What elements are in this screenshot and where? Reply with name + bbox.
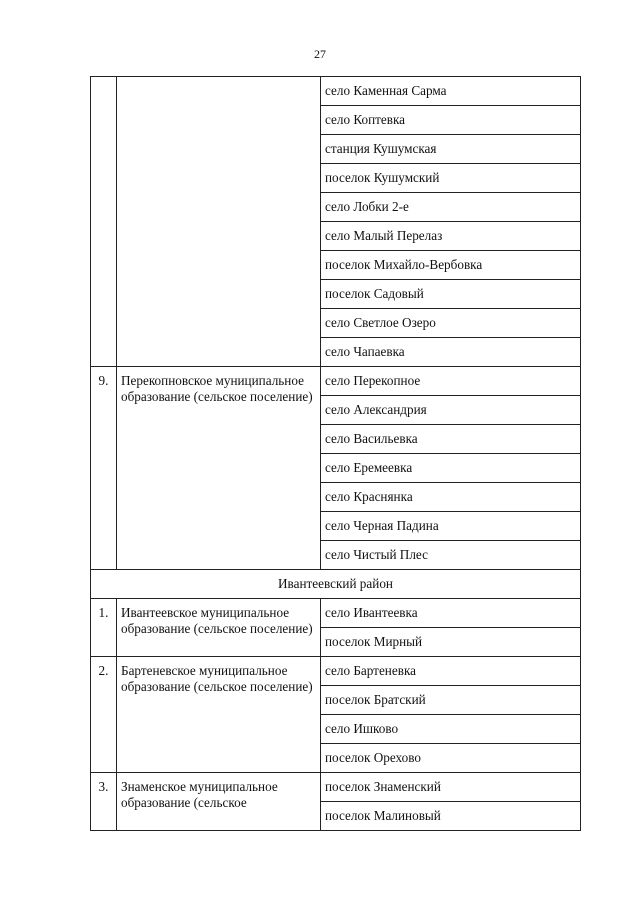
locality-cell: поселок Мирный bbox=[321, 628, 581, 657]
row-number-cell bbox=[91, 77, 117, 367]
page-number: 27 bbox=[314, 47, 326, 61]
locality-cell: поселок Орехово bbox=[321, 744, 581, 773]
locality-cell: поселок Знаменский bbox=[321, 773, 581, 802]
row-number-cell: 1. bbox=[91, 599, 117, 657]
locality-cell: село Ишково bbox=[321, 715, 581, 744]
locality-cell: село Чапаевка bbox=[321, 338, 581, 367]
locality-cell: станция Кушумская bbox=[321, 135, 581, 164]
locality-cell: поселок Михайло-Вербовка bbox=[321, 251, 581, 280]
locality-cell: село Бартеневка bbox=[321, 657, 581, 686]
formation-name-cell: Перекопновское муниципальное образование (сельское поселение) bbox=[117, 367, 321, 570]
formation-name-cell: Ивантеевское муниципальное образование (сельское поселение) bbox=[117, 599, 321, 657]
locality-cell: село Черная Падина bbox=[321, 512, 581, 541]
locality-cell: село Ивантеевка bbox=[321, 599, 581, 628]
locality-cell: село Еремеевка bbox=[321, 454, 581, 483]
table-row bbox=[91, 657, 581, 686]
locality-cell: село Александрия bbox=[321, 396, 581, 425]
locality-cell: село Коптевка bbox=[321, 106, 581, 135]
locality-cell: село Лобки 2-е bbox=[321, 193, 581, 222]
municipal-formations-table bbox=[90, 76, 581, 831]
locality-cell: село Светлое Озеро bbox=[321, 309, 581, 338]
locality-cell: село Каменная Сарма bbox=[321, 77, 581, 106]
locality-cell: поселок Малиновый bbox=[321, 802, 581, 831]
formation-name-cell: Знаменское муниципальное образование (сельское bbox=[117, 773, 321, 831]
row-number-cell: 3. bbox=[91, 773, 117, 831]
formation-name-cell: Бартеневское муниципальное образование (сельское поселение) bbox=[117, 657, 321, 773]
table-row bbox=[91, 773, 581, 802]
locality-cell: село Васильевка bbox=[321, 425, 581, 454]
table-row bbox=[91, 570, 581, 599]
row-number-cell: 9. bbox=[91, 367, 117, 570]
district-heading: Ивантеевский район bbox=[91, 570, 581, 599]
table-row bbox=[91, 77, 581, 106]
table-row bbox=[91, 367, 581, 396]
locality-cell: село Малый Перелаз bbox=[321, 222, 581, 251]
locality-cell: поселок Братский bbox=[321, 686, 581, 715]
locality-cell: поселок Садовый bbox=[321, 280, 581, 309]
row-number-cell: 2. bbox=[91, 657, 117, 773]
locality-cell: поселок Кушумский bbox=[321, 164, 581, 193]
formation-name-cell bbox=[117, 77, 321, 367]
locality-cell: село Чистый Плес bbox=[321, 541, 581, 570]
locality-cell: село Перекопное bbox=[321, 367, 581, 396]
table-row bbox=[91, 599, 581, 628]
locality-cell: село Краснянка bbox=[321, 483, 581, 512]
